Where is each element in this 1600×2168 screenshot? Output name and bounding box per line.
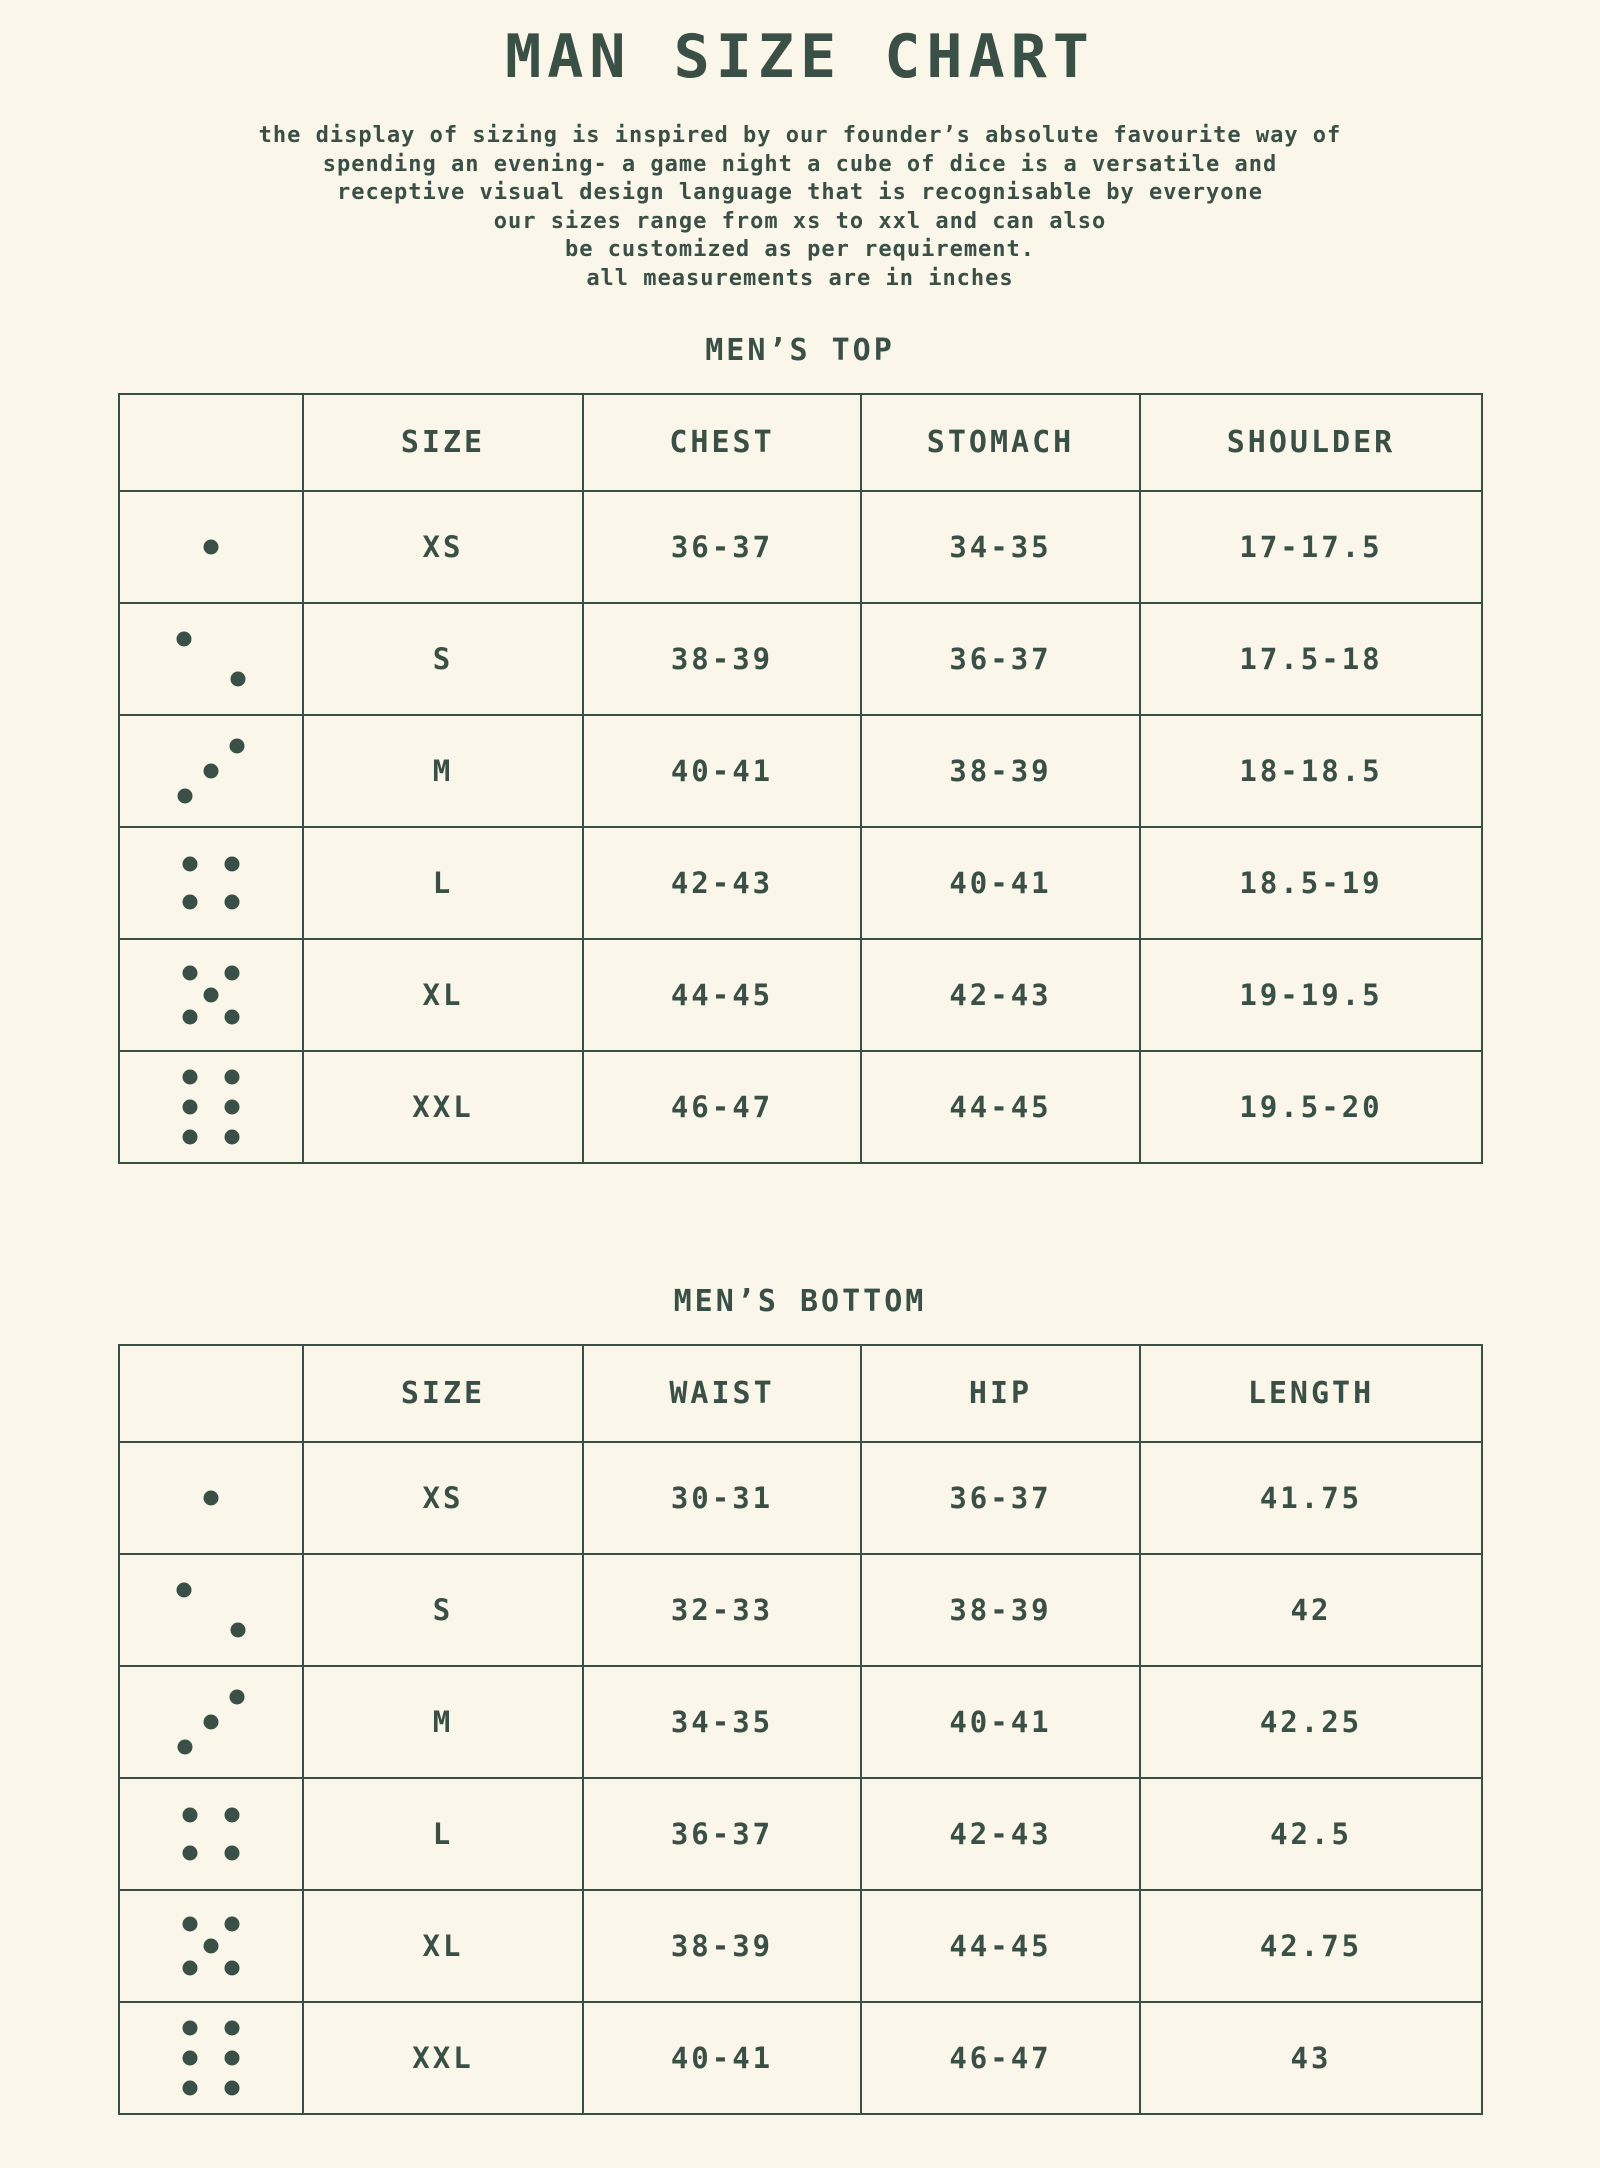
measurement-cell: 46-47 [861, 2002, 1140, 2114]
dice-6-icon [119, 2002, 303, 2114]
measurement-cell: 42-43 [861, 1778, 1140, 1890]
column-header-hip: HIP [861, 1345, 1140, 1442]
dice-column-header [119, 1345, 303, 1442]
dice-4-icon [119, 1778, 303, 1890]
measurement-cell: 40-41 [583, 715, 861, 827]
table-row [119, 827, 1482, 939]
measurement-cell: 19-19.5 [1140, 939, 1482, 1051]
measurement-cell: 17-17.5 [1140, 491, 1482, 603]
dice-4-icon [119, 827, 303, 939]
size-cell: M [303, 715, 583, 827]
measurement-cell: 40-41 [583, 2002, 861, 2114]
measurement-cell: 42 [1140, 1554, 1482, 1666]
table-row [119, 1890, 1482, 2002]
table-row [119, 939, 1482, 1051]
size-cell: XS [303, 1442, 583, 1554]
intro-text [0, 122, 1600, 293]
mens-top-table [118, 393, 1483, 1164]
dice-3-icon [119, 715, 303, 827]
dice-3-icon [119, 1666, 303, 1778]
column-header-length: LENGTH [1140, 1345, 1482, 1442]
measurement-cell: 42.5 [1140, 1778, 1482, 1890]
dice-2-icon [119, 603, 303, 715]
measurement-cell: 38-39 [583, 603, 861, 715]
size-cell: XS [303, 491, 583, 603]
measurement-cell: 42-43 [861, 939, 1140, 1051]
dice-1-icon [119, 1442, 303, 1554]
mens-bottom-table [118, 1344, 1483, 2115]
measurement-cell: 36-37 [861, 1442, 1140, 1554]
dice-2-icon [119, 1554, 303, 1666]
header-row [119, 394, 1482, 491]
column-header-waist: WAIST [583, 1345, 861, 1442]
column-header-size: SIZE [303, 394, 583, 491]
table-row [119, 1051, 1482, 1163]
table-row [119, 2002, 1482, 2114]
intro-line-6: all measurements are in inches [586, 265, 1014, 291]
table-row [119, 715, 1482, 827]
measurement-cell: 18-18.5 [1140, 715, 1482, 827]
measurement-cell: 46-47 [583, 1051, 861, 1163]
intro-line-5: be customized as per requirement. [564, 237, 1036, 262]
measurement-cell: 36-37 [861, 603, 1140, 715]
intro-line-2: spending an evening- a game night a cube of dice is a versatile and [322, 151, 1278, 177]
measurement-cell: 17.5-18 [1140, 603, 1482, 715]
page-title: MAN SIZE CHART [505, 22, 1095, 92]
size-cell: S [303, 603, 583, 715]
table-row [119, 491, 1482, 603]
mens-top-section [0, 333, 1600, 1164]
table-row [119, 603, 1482, 715]
size-cell: XXL [303, 2002, 583, 2114]
measurement-cell: 34-35 [583, 1666, 861, 1778]
measurement-cell: 40-41 [861, 1666, 1140, 1778]
dice-5-icon [119, 939, 303, 1051]
measurement-cell: 36-37 [583, 1778, 861, 1890]
size-cell: S [303, 1554, 583, 1666]
dice-6-icon [119, 1051, 303, 1163]
measurement-cell: 40-41 [861, 827, 1140, 939]
measurement-cell: 18.5-19 [1140, 827, 1482, 939]
size-cell: XL [303, 1890, 583, 2002]
measurement-cell: 38-39 [861, 1554, 1140, 1666]
measurement-cell: 44-45 [583, 939, 861, 1051]
column-header-chest: CHEST [583, 394, 861, 491]
mens-bottom-heading: MEN’S BOTTOM [673, 1284, 927, 1319]
measurement-cell: 36-37 [583, 491, 861, 603]
measurement-cell: 41.75 [1140, 1442, 1482, 1554]
measurement-cell: 38-39 [861, 715, 1140, 827]
column-header-stomach: STOMACH [861, 394, 1140, 491]
header-row [119, 1345, 1482, 1442]
dice-column-header [119, 394, 303, 491]
mens-bottom-section [0, 1284, 1600, 2115]
size-cell: M [303, 1666, 583, 1778]
measurement-cell: 32-33 [583, 1554, 861, 1666]
measurement-cell: 42.75 [1140, 1890, 1482, 2002]
dice-5-icon [119, 1890, 303, 2002]
measurement-cell: 34-35 [861, 491, 1140, 603]
measurement-cell: 42.25 [1140, 1666, 1482, 1778]
table-row [119, 1666, 1482, 1778]
table-row [119, 1778, 1482, 1890]
size-cell: XL [303, 939, 583, 1051]
intro-line-3: receptive visual design language that is recognisable by everyone [337, 180, 1263, 205]
measurement-cell: 42-43 [583, 827, 861, 939]
intro-line-4: our sizes range from xs to xxl and can also [493, 208, 1107, 234]
size-cell: L [303, 827, 583, 939]
measurement-cell: 30-31 [583, 1442, 861, 1554]
measurement-cell: 44-45 [861, 1890, 1140, 2002]
intro-line-1: the display of sizing is inspired by our founder’s absolute favourite way of [258, 123, 1342, 148]
dice-1-icon [119, 491, 303, 603]
column-header-shoulder: SHOULDER [1140, 394, 1482, 491]
measurement-cell: 19.5-20 [1140, 1051, 1482, 1163]
measurement-cell: 43 [1140, 2002, 1482, 2114]
size-cell: L [303, 1778, 583, 1890]
measurement-cell: 38-39 [583, 1890, 861, 2002]
column-header-size: SIZE [303, 1345, 583, 1442]
table-row [119, 1554, 1482, 1666]
measurement-cell: 44-45 [861, 1051, 1140, 1163]
table-row [119, 1442, 1482, 1554]
size-cell: XXL [303, 1051, 583, 1163]
mens-top-heading: MEN’S TOP [705, 333, 895, 368]
